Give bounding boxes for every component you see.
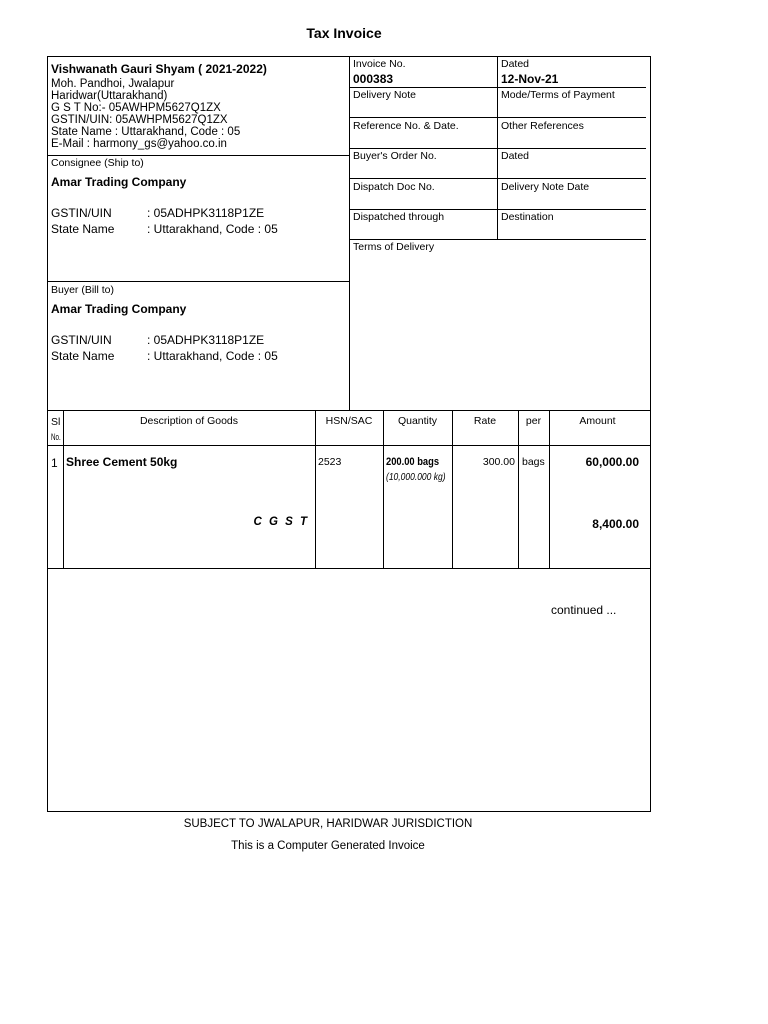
consignee-state-value: : Uttarakhand, Code : 05 xyxy=(147,222,278,236)
header-hsn: HSN/SAC xyxy=(325,415,373,427)
buyer-state-value: : Uttarakhand, Code : 05 xyxy=(147,349,278,363)
terms-of-delivery-label: Terms of Delivery xyxy=(353,241,435,253)
consignee-state-label: State Name xyxy=(51,222,115,236)
seller-gstin: GSTIN/UIN: 05AWHPM5627Q1ZX xyxy=(51,114,228,126)
row-quantity-kg: (10,000.000 kg) xyxy=(386,472,446,483)
divider-left-right xyxy=(349,56,350,410)
row-per: bags xyxy=(522,456,545,468)
buyer-state-label: State Name xyxy=(51,349,115,363)
continued-note: continued ... xyxy=(551,603,617,617)
dated-2-label: Dated xyxy=(501,150,530,162)
dated-value: 12-Nov-21 xyxy=(501,72,559,86)
consignee-heading: Consignee (Ship to) xyxy=(51,157,144,169)
invoice-no-label: Invoice No. xyxy=(353,58,406,70)
seller-name: Vishwanath Gauri Shyam ( 2021-2022) xyxy=(51,62,267,76)
row-hsn: 2523 xyxy=(318,456,342,468)
tax-label: C G S T xyxy=(253,516,309,528)
header-sl-no: No. xyxy=(51,432,61,442)
delivery-note-label: Delivery Note xyxy=(353,89,417,101)
consignee-gstin-label: GSTIN/UIN xyxy=(51,206,112,220)
divider-meta-5 xyxy=(349,209,646,210)
divider-meta-4 xyxy=(349,178,646,179)
header-amount: Amount xyxy=(579,415,616,427)
col-divider-desc xyxy=(315,410,316,568)
reference-label: Reference No. & Date. xyxy=(353,120,459,132)
dispatched-through-label: Dispatched through xyxy=(353,211,445,223)
other-references-label: Other References xyxy=(501,120,584,132)
divider-consignee-buyer xyxy=(47,281,349,282)
seller-email: E-Mail : harmony_gs@yahoo.co.in xyxy=(51,138,227,150)
header-sl: Sl xyxy=(51,416,61,428)
dispatch-doc-label: Dispatch Doc No. xyxy=(353,181,435,193)
jurisdiction-note: SUBJECT TO JWALAPUR, HARIDWAR JURISDICTION xyxy=(183,818,473,830)
buyers-order-label: Buyer's Order No. xyxy=(353,150,437,162)
col-divider-sl xyxy=(63,410,64,568)
divider-seller-consignee xyxy=(47,155,349,156)
col-divider-rate xyxy=(518,410,519,568)
row-description: Shree Cement 50kg xyxy=(66,455,178,469)
delivery-note-date-label: Delivery Note Date xyxy=(501,181,590,193)
buyer-name: Amar Trading Company xyxy=(51,302,187,316)
invoice-no-value: 000383 xyxy=(353,72,394,86)
row-rate: 300.00 xyxy=(482,456,515,468)
seller-state: State Name : Uttarakhand, Code : 05 xyxy=(51,126,241,138)
dated-label: Dated xyxy=(501,58,530,70)
row-amount: 60,000.00 xyxy=(585,455,639,469)
buyer-gstin-label: GSTIN/UIN xyxy=(51,333,112,347)
consignee-name: Amar Trading Company xyxy=(51,175,187,189)
divider-meta-3 xyxy=(349,148,646,149)
header-quantity: Quantity xyxy=(397,415,438,427)
row-quantity: 200.00 bags xyxy=(386,456,440,468)
seller-address-2: Haridwar(Uttarakhand) xyxy=(51,90,168,102)
consignee-gstin-value: : 05ADHPK3118P1ZE xyxy=(147,206,265,220)
divider-meta-1 xyxy=(349,87,646,88)
divider-table-header xyxy=(47,445,651,446)
destination-label: Destination xyxy=(501,211,554,223)
mode-terms-label: Mode/Terms of Payment xyxy=(501,89,615,101)
buyer-gstin-value: : 05ADHPK3118P1ZE xyxy=(147,333,265,347)
divider-meta-2 xyxy=(349,117,646,118)
col-divider-qty xyxy=(452,410,453,568)
computer-generated-note: This is a Computer Generated Invoice xyxy=(231,840,425,852)
document-title: Tax Invoice xyxy=(306,25,382,41)
divider-meta-6 xyxy=(349,239,646,240)
divider-table-top xyxy=(47,410,651,411)
seller-address-1: Moh. Pandhoi, Jwalapur xyxy=(51,78,175,90)
buyer-heading: Buyer (Bill to) xyxy=(51,284,115,296)
col-divider-hsn xyxy=(383,410,384,568)
header-description: Description of Goods xyxy=(139,415,239,427)
header-per: per xyxy=(525,415,542,427)
row-sl: 1 xyxy=(51,456,58,470)
tax-amount: 8,400.00 xyxy=(592,517,639,531)
seller-gst: G S T No:- 05AWHPM5627Q1ZX xyxy=(51,102,221,114)
col-divider-per xyxy=(549,410,550,568)
divider-table-bottom xyxy=(47,568,651,569)
header-rate: Rate xyxy=(473,415,497,427)
